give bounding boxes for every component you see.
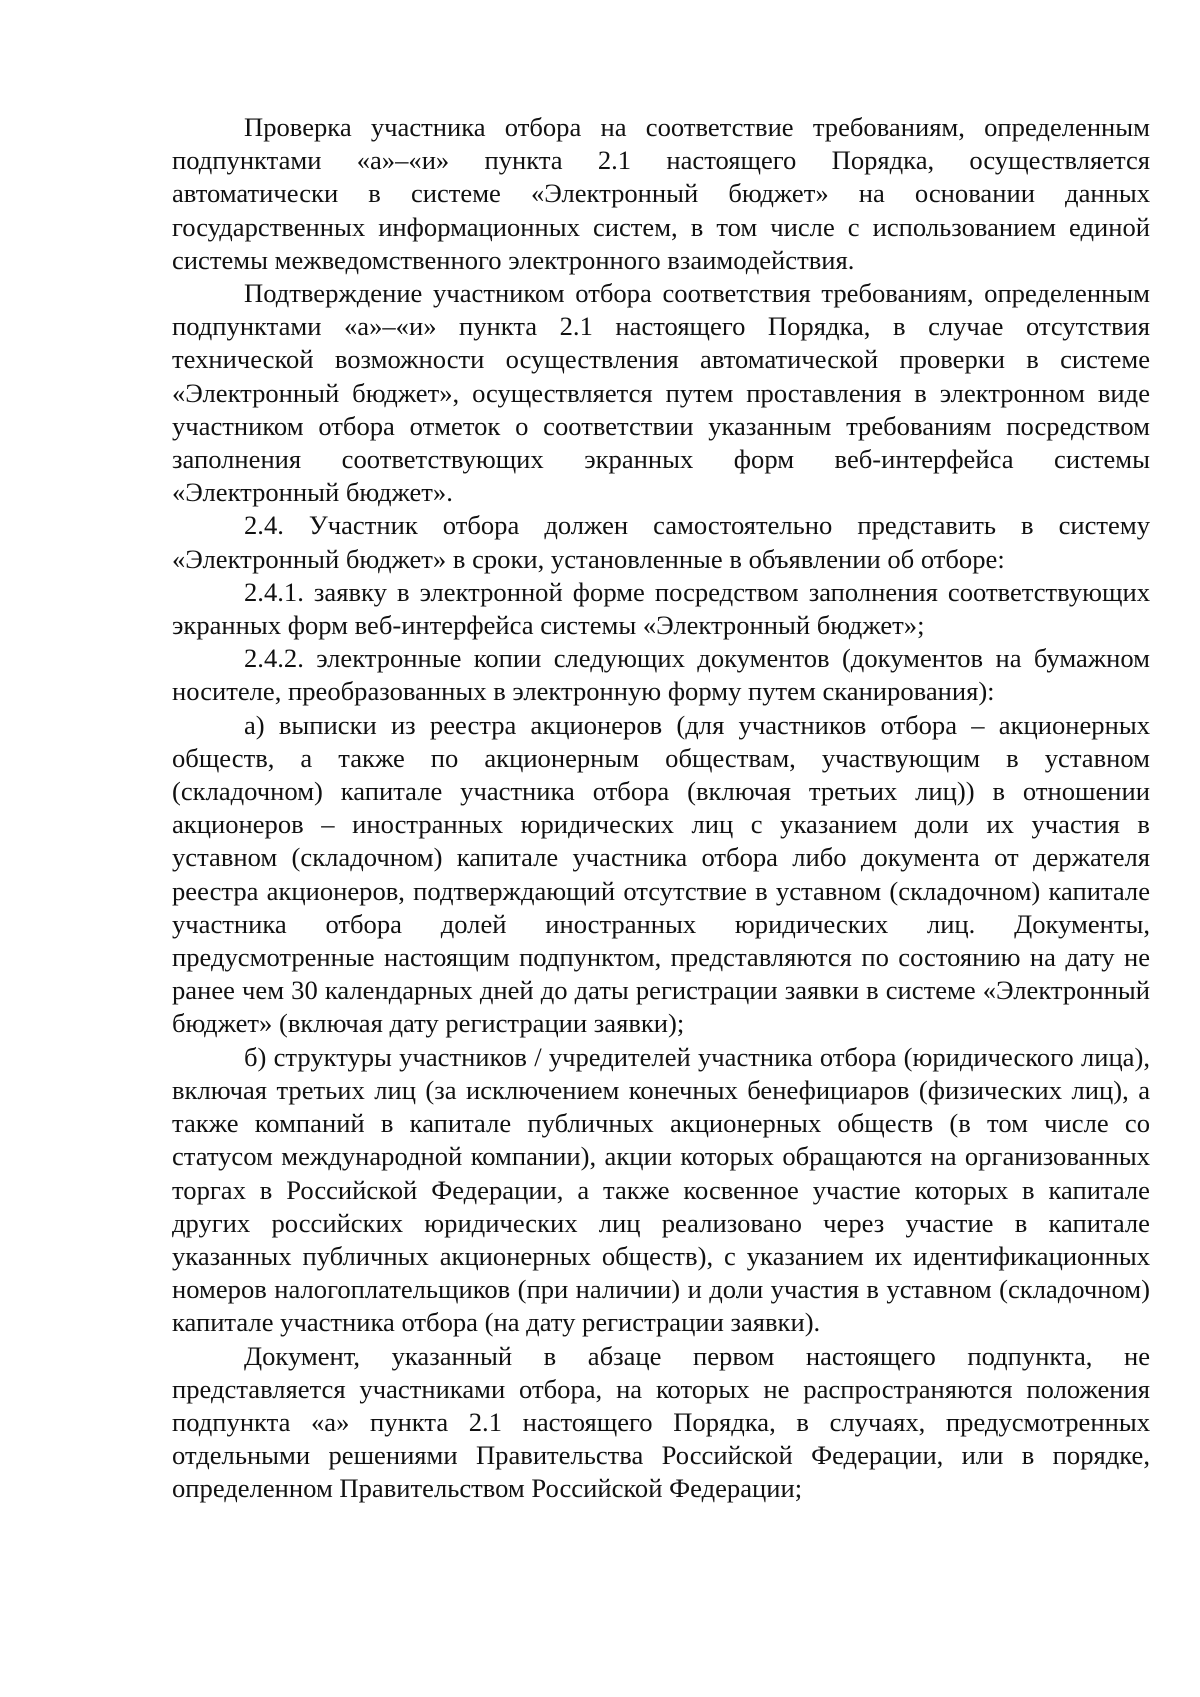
paragraph-2-4-1: 2.4.1. заявку в электронной форме посредством заполнения соответствующих экранных форм веб-интерфейса системы «Электронный бюджет»; bbox=[172, 576, 1150, 641]
paragraph-automatic-check: Проверка участника отбора на соответствие требованиям, определенным подпунктами «а»–«и» пункта 2.1 настоящего Порядка, осуществляется автоматически в системе «Электронный бюджет» на основании данных государственных информационных систем, в том числе с использованием единой системы межведомственного электронного взаимодействия. bbox=[172, 112, 1150, 275]
paragraph-item-a: а) выписки из реестра акционеров (для участников отбора – акционерных обществ, а также по акционерным обществам, участвующим в уставном (складочном) капитале участника отбора (включая третьих лиц)) в отношении акционеров – иностранных юридических лиц с указанием доли их участия в уставном (складочном) капитале участника отбора либо документа от держателя реестра акционеров, подтверждающий отсутствие в уставном (складочном) капитале участника отбора долей иностранных юридических лиц. Документы, предусмотренные настоящим подпунктом, представляются по состоянию на дату не ранее чем 30 календарных дней до даты регистрации заявки в системе «Электронный бюджет» (включая дату регистрации заявки); bbox=[172, 709, 1150, 1039]
paragraph-manual-confirmation: Подтверждение участником отбора соответствия требованиям, определенным подпунктами «а»–«и» пункта 2.1 настоящего Порядка, в случае отсутствия технической возможности осуществления автоматической проверки в системе «Электронный бюджет», осуществляется путем проставления в электронном виде участником отбора отметок о соответствии указанным требованиям посредством заполнения соответствующих экранных форм веб-интерфейса системы «Электронный бюджет». bbox=[172, 278, 1150, 508]
document-body bbox=[172, 111, 1150, 1506]
paragraph-exemption: Документ, указанный в абзаце первом настоящего подпункта, не представляется участниками отбора, на которых не распространяются положения подпункта «а» пункта 2.1 настоящего Порядка, в случаях, предусмотренных отдельными решениями Правительства Российской Федерации, или в порядке, определенном Правительством Российской Федерации; bbox=[172, 1340, 1150, 1504]
paragraph-item-b: б) структуры участников / учредителей участника отбора (юридического лица), включая третьих лиц (за исключением конечных бенефициаров (физических лиц), а также компаний в капитале публичных акционерных обществ (в том числе со статусом международной компании), акции которых обращаются на организованных торгах в Российской Федерации, а также косвенное участие которых в капитале других российских юридических лиц реализовано через участие в капитале указанных публичных акционерных обществ), с указанием их идентификационных номеров налогоплательщиков (при наличии) и доли участия в уставном (складочном) капитале участника отбора (на дату регистрации заявки). bbox=[172, 1041, 1150, 1338]
paragraph-2-4: 2.4. Участник отбора должен самостоятельно представить в систему «Электронный бюджет» в сроки, установленные в объявлении об отборе: bbox=[172, 510, 1150, 574]
paragraph-2-4-2: 2.4.2. электронные копии следующих документов (документов на бумажном носителе, преобразованных в электронную форму путем сканирования): bbox=[172, 643, 1150, 707]
